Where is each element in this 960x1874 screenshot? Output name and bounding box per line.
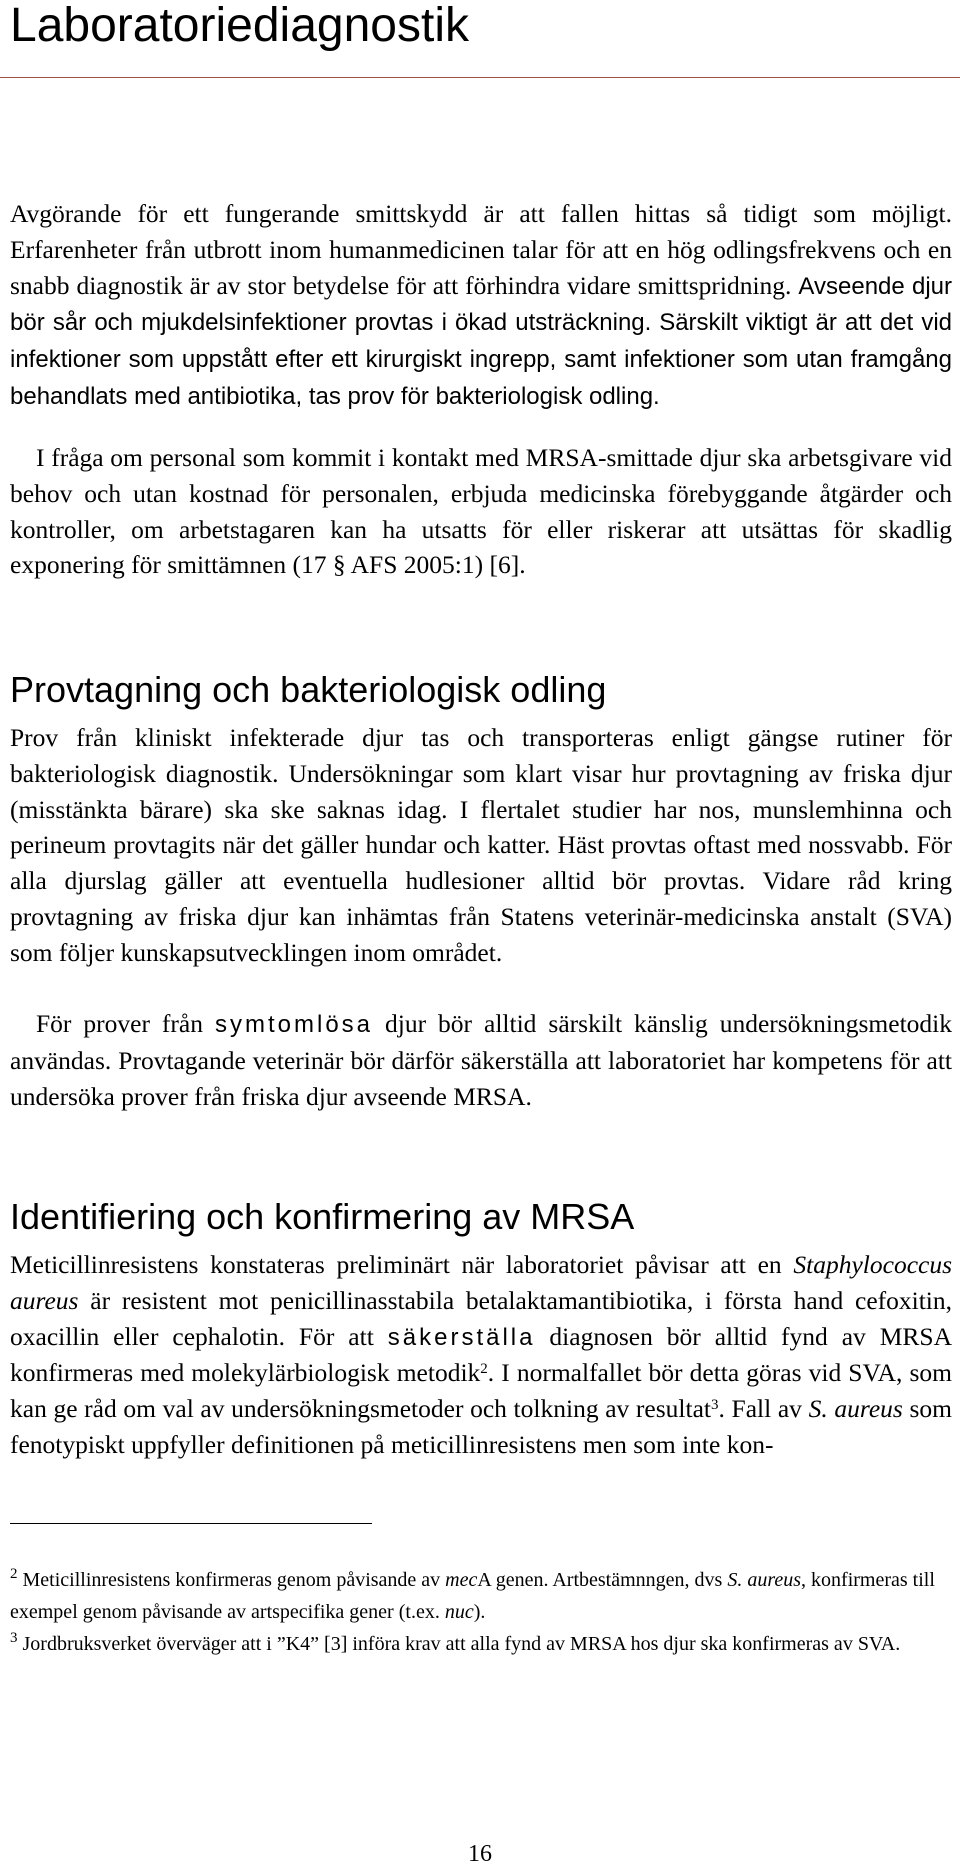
paragraph-text: Avgörande för ett fungerande smittskydd är att fallen hittas så tidigt som möjligt. Erfarenheter från utbrott inom humanmedicinen talar för att en hög odlingsfrekvens och en snabb diagnostik är av stor betydelse för att förhindra vidare smittspridning. xyxy=(10,199,952,300)
paragraph-personnel xyxy=(10,440,952,583)
footnote-text: Meticillinresistens konfirmeras genom påvisande av xyxy=(22,1569,441,1591)
species-name: S. aureus xyxy=(727,1569,802,1591)
footnote-3 xyxy=(10,1628,952,1660)
footnote-text: ). xyxy=(473,1601,486,1623)
footnotes xyxy=(10,1564,952,1660)
paragraph-sampling xyxy=(10,720,952,971)
footnote-number: 2 xyxy=(10,1566,18,1582)
paragraph-text: diagnosen bör alltid fynd av MRSA konfirmeras med molekylärbiologisk metodik xyxy=(10,1321,953,1388)
section-title-identifiering: Identifiering och konfirmering av MRSA xyxy=(10,1196,635,1237)
paragraph-text-sans: Avseende djur bör sår och mjukdelsinfektioner provtas i ökad utsträckning. xyxy=(10,272,953,337)
paragraph-identification xyxy=(10,1247,952,1463)
footnote-ref[interactable]: 2 xyxy=(480,1361,488,1378)
footnote-text: , konfirmeras till exempel genom påvisande av artspecifika gener (t.ex. xyxy=(10,1569,935,1623)
paragraph-text: . Fall av xyxy=(718,1394,802,1424)
page-number: 16 xyxy=(468,1841,492,1867)
paragraph-text: För prover från xyxy=(36,1009,203,1038)
paragraph-text: djur bör alltid särskilt känslig undersökningsmetodik användas. Provtagande veterinär bör därför säkerställa att laboratoriet har kompetens för att undersöka prover från friska djur avseende MRSA. xyxy=(10,1009,953,1111)
emphasized-term: säkerställa xyxy=(387,1323,536,1351)
paragraph-text: . I normalfallet bör detta göras vid SVA, som kan ge råd om val av undersökningsmetoder och tolkning av resultat xyxy=(10,1358,952,1424)
footnote-separator xyxy=(10,1523,372,1524)
paragraph-text: som fenotypiskt uppfyller definitionen på meticillinresistens men som inte kon- xyxy=(10,1394,952,1459)
paragraph-text: I fråga om personal som kommit i kontakt med MRSA-smittade djur ska arbetsgivare vid behov och utan kostnad för personalen, erbjuda medicinska förebyggande åtgärder och kontroller, om arbetstagaren kan ha utsatts för eller riskerar att utsättas för skadlig exponering för smittämnen (17 § AFS 2005:1) [6]. xyxy=(10,443,952,580)
paragraph-sensitive-method xyxy=(10,1006,952,1114)
footnote-ref[interactable]: 3 xyxy=(711,1397,719,1414)
species-name: S. aureus xyxy=(808,1394,903,1424)
paragraph-text: Prov från kliniskt infekterade djur tas och transporteras enligt gängse rutiner för bakteriologisk diagnostik. Undersökningar som klart visar hur provtagning av friska djur (misstänkta bärare) ska ske saknas idag. I flertalet studier har nos, munslemhinna och perineum provtagits när det gäller hundar och katter. Häst provtas oftast med nossvabb. För alla djurslag gäller att eventuella hudlesioner alltid bör provtas. Vidare råd kring provtagning av friska djur kan inhämtas från Statens veterinär-medicinska anstalt (SVA) som följer kunskapsutvecklingen inom området. xyxy=(10,723,952,967)
paragraph-text: är resistent mot penicillinasstabila betalaktamantibiotika, i första hand cefoxitin, oxacillin eller cephalotin. För att xyxy=(10,1285,953,1351)
paragraph-text: Meticillinresistens konstateras preliminärt när laboratoriet påvisar att en xyxy=(10,1250,782,1279)
footnote-text: Jordbruksverket överväger att i ”K4” [3] införa krav att alla fynd av MRSA hos djur ska konfirmeras av SVA. xyxy=(22,1633,901,1655)
title-rule xyxy=(0,77,960,78)
footnote-2 xyxy=(10,1564,952,1628)
paragraph-early-detection xyxy=(10,196,952,415)
paragraph-text-sans: Särskilt viktigt är att det vid infektioner som uppstått efter ett kirurgiskt ingrepp, samt infektioner som utan framgång behandlats med antibiotika, tas prov för bakteriologisk odling. xyxy=(10,309,953,410)
footnote-text: A genen. Artbestämnngen, dvs xyxy=(477,1569,723,1591)
species-name: Staphylococcus aureus xyxy=(10,1250,953,1315)
section-title-laboratoriediagnostik: Laboratoriediagnostik xyxy=(10,0,469,52)
footnote-number: 3 xyxy=(10,1630,18,1646)
section-title-provtagning: Provtagning och bakteriologisk odling xyxy=(10,669,607,710)
emphasized-term: symtomlösa xyxy=(214,1011,374,1038)
gene-name: nuc xyxy=(444,1601,474,1623)
gene-name: mec xyxy=(445,1569,478,1591)
